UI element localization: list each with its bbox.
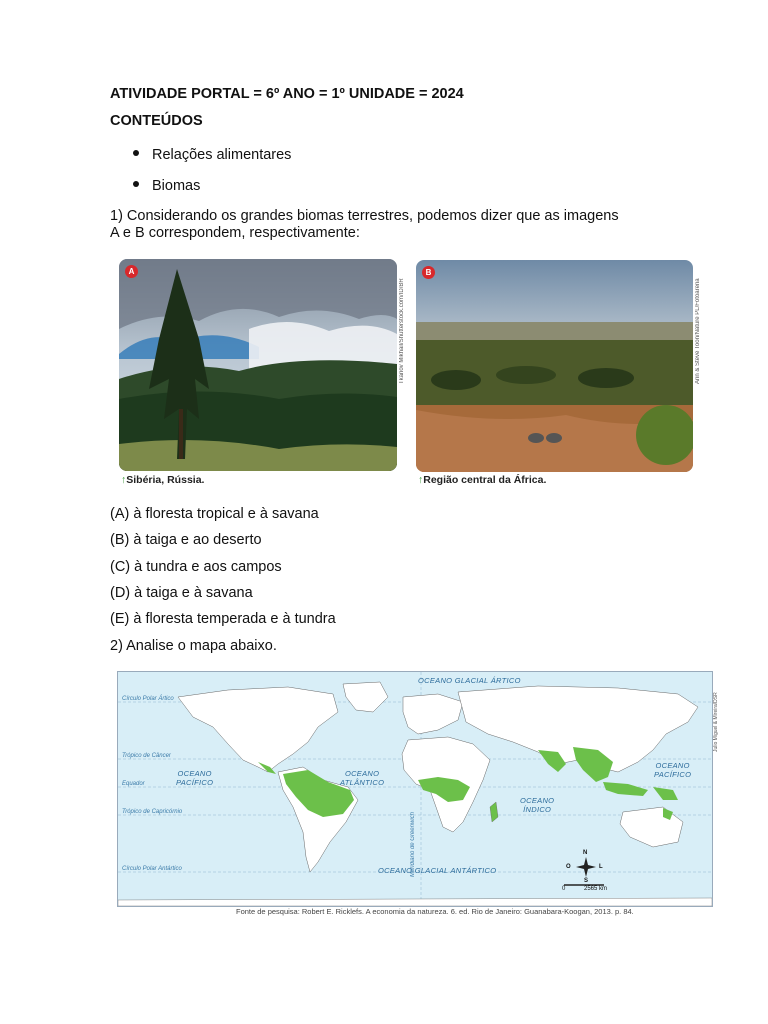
photo-b-credit: Ann & Steve Toon/Nature PL/Fotoarena — [695, 278, 701, 384]
photo-a-badge: A — [125, 265, 138, 278]
scale-zero: 0 — [562, 886, 566, 892]
answer-option-c: (C) à tundra e aos campos — [110, 559, 282, 575]
map-source: Fonte de pesquisa: Robert E. Ricklefs. A economia da natureza. 6. ed. Rio de Janeiro: Guanabara-Koogan, 2013. p. 84. — [236, 907, 634, 916]
answer-option-e: (E) à floresta temperada e à tundra — [110, 611, 336, 627]
scale-distance: 2565 km — [584, 886, 608, 892]
question-1-prompt: 1) Considerando os grandes biomas terrestres, podemos dizer que as imagens A e B correspondem, respectivamente: — [110, 208, 619, 241]
contents-heading: CONTEÚDOS — [110, 113, 203, 129]
list-item: Biomas — [133, 178, 200, 194]
arrow-up-icon: ↑ — [121, 474, 127, 486]
compass-south: S — [584, 878, 589, 884]
photo-a-caption: ↑Sibéria, Rússia. — [121, 474, 205, 486]
map-label-tropic-capricorn: Trópico de Capricórnio — [122, 809, 183, 815]
question-2-prompt: 2) Analise o mapa abaixo. — [110, 638, 277, 654]
map-label-atlantic: OCEANO ATLÂNTICO — [340, 769, 385, 787]
map-credit: Julio Miguel & Mireira/DSR — [713, 692, 719, 752]
photo-b-caption: ↑Região central da África. — [418, 474, 547, 486]
map-label-antarctic-circle: Círculo Polar Antártico — [122, 866, 182, 872]
world-map — [117, 671, 713, 907]
answer-option-d: (D) à taiga e à savana — [110, 585, 253, 601]
bullet-icon — [133, 181, 139, 187]
photo-a-taiga — [119, 259, 397, 471]
bullet-icon — [133, 150, 139, 156]
page-title: ATIVIDADE PORTAL = 6º ANO = 1º UNIDADE = 2024 — [110, 86, 464, 102]
map-label-antarctic-ocean: OCEANO GLACIAL ANTÁRTICO — [378, 866, 497, 875]
map-label-indian: OCEANO ÍNDICO — [520, 796, 555, 814]
map-label-pacific-west: OCEANO PACÍFICO — [176, 769, 214, 787]
map-label-tropic-cancer: Trópico de Câncer — [122, 753, 171, 759]
map-label-arctic-circle: Círculo Polar Ártico — [122, 696, 174, 702]
arrow-up-icon: ↑ — [418, 474, 424, 486]
compass-west: O — [566, 864, 571, 870]
map-label-greenwich: Meridiano de Greenwich — [410, 812, 416, 878]
list-item: Relações alimentares — [133, 147, 291, 163]
compass-east: L — [599, 864, 603, 870]
map-label-pacific-east: OCEANO PACÍFICO — [654, 761, 692, 779]
photo-a-credit: Tkanov Mikhail/Shutterstock.com/ID/BR — [399, 278, 405, 384]
map-label-equator: Equador — [122, 781, 145, 787]
compass-north: N — [583, 850, 588, 856]
photo-b-badge: B — [422, 266, 435, 279]
photo-b-savanna — [416, 260, 693, 472]
answer-option-a: (A) à floresta tropical e à savana — [110, 506, 319, 522]
answer-option-b: (B) à taiga e ao deserto — [110, 532, 262, 548]
map-label-arctic-ocean: OCEANO GLACIAL ÁRTICO — [418, 676, 521, 685]
